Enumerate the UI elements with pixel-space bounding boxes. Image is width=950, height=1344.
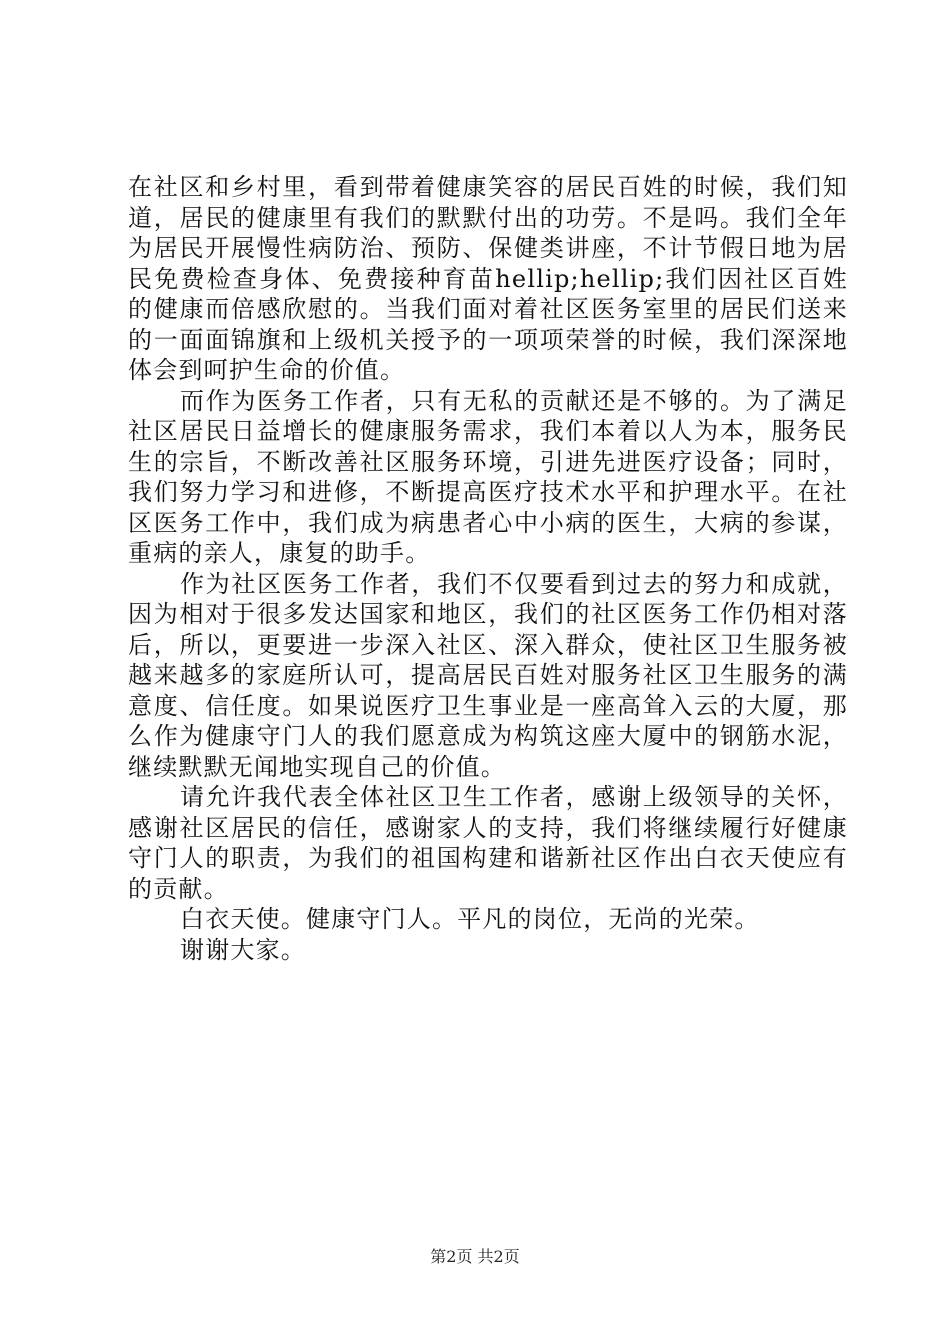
paragraph-2: 而作为医务工作者，只有无私的贡献还是不够的。为了满足社区居民日益增长的健康服务需求，我们本着以人为本，服务民生的宗旨，不断改善社区服务环境，引进先进医疗设备；同时，我们努力学习和进修，不断提高医疗技术水平和护理水平。在社区医务工作中，我们成为病患者心中小病的医生，大病的参谋，重病的亲人，康复的助手。 [128, 386, 848, 567]
paragraph-3: 作为社区医务工作者，我们不仅要看到过去的努力和成就，因为相对于很多发达国家和地区，我们的社区医务工作仍相对落后，所以，更要进一步深入社区、深入群众，使社区卫生服务被越来越多的家庭所认可，提高居民百姓对服务社区卫生服务的满意度、信任度。如果说医疗卫生事业是一座高耸入云的大厦，那么作为健康守门人的我们愿意成为构筑这座大厦中的钢筋水泥，继续默默无闻地实现自己的价值。 [128, 569, 848, 781]
paragraph-6: 谢谢大家。 [180, 935, 306, 964]
document-body [128, 172, 848, 965]
paragraph-5: 白衣天使。健康守门人。平凡的岗位，无尚的光荣。 [180, 905, 760, 933]
paragraph-1: 在社区和乡村里，看到带着健康笑容的居民百姓的时候，我们知道，居民的健康里有我们的默默付出的功劳。不是吗。我们全年为居民开展慢性病防治、预防、保健类讲座，不计节假日地为居民免费检查身体、免费接种育苗hellip;hellip;我们因社区百姓的健康而倍感欣慰的。当我们面对着社区医务室里的居民们送来的一面面锦旗和上级机关授予的一项项荣誉的时候，我们深深地体会到呵护生命的价值。 [128, 173, 848, 384]
paragraph-4: 请允许我代表全体社区卫生工作者，感谢上级领导的关怀，感谢社区居民的信任，感谢家人的支持，我们将继续履行好健康守门人的职责，为我们的祖国构建和谐新社区作出白衣天使应有的贡献。 [128, 783, 848, 903]
page-footer: 第2页 共2页 [430, 1247, 520, 1266]
